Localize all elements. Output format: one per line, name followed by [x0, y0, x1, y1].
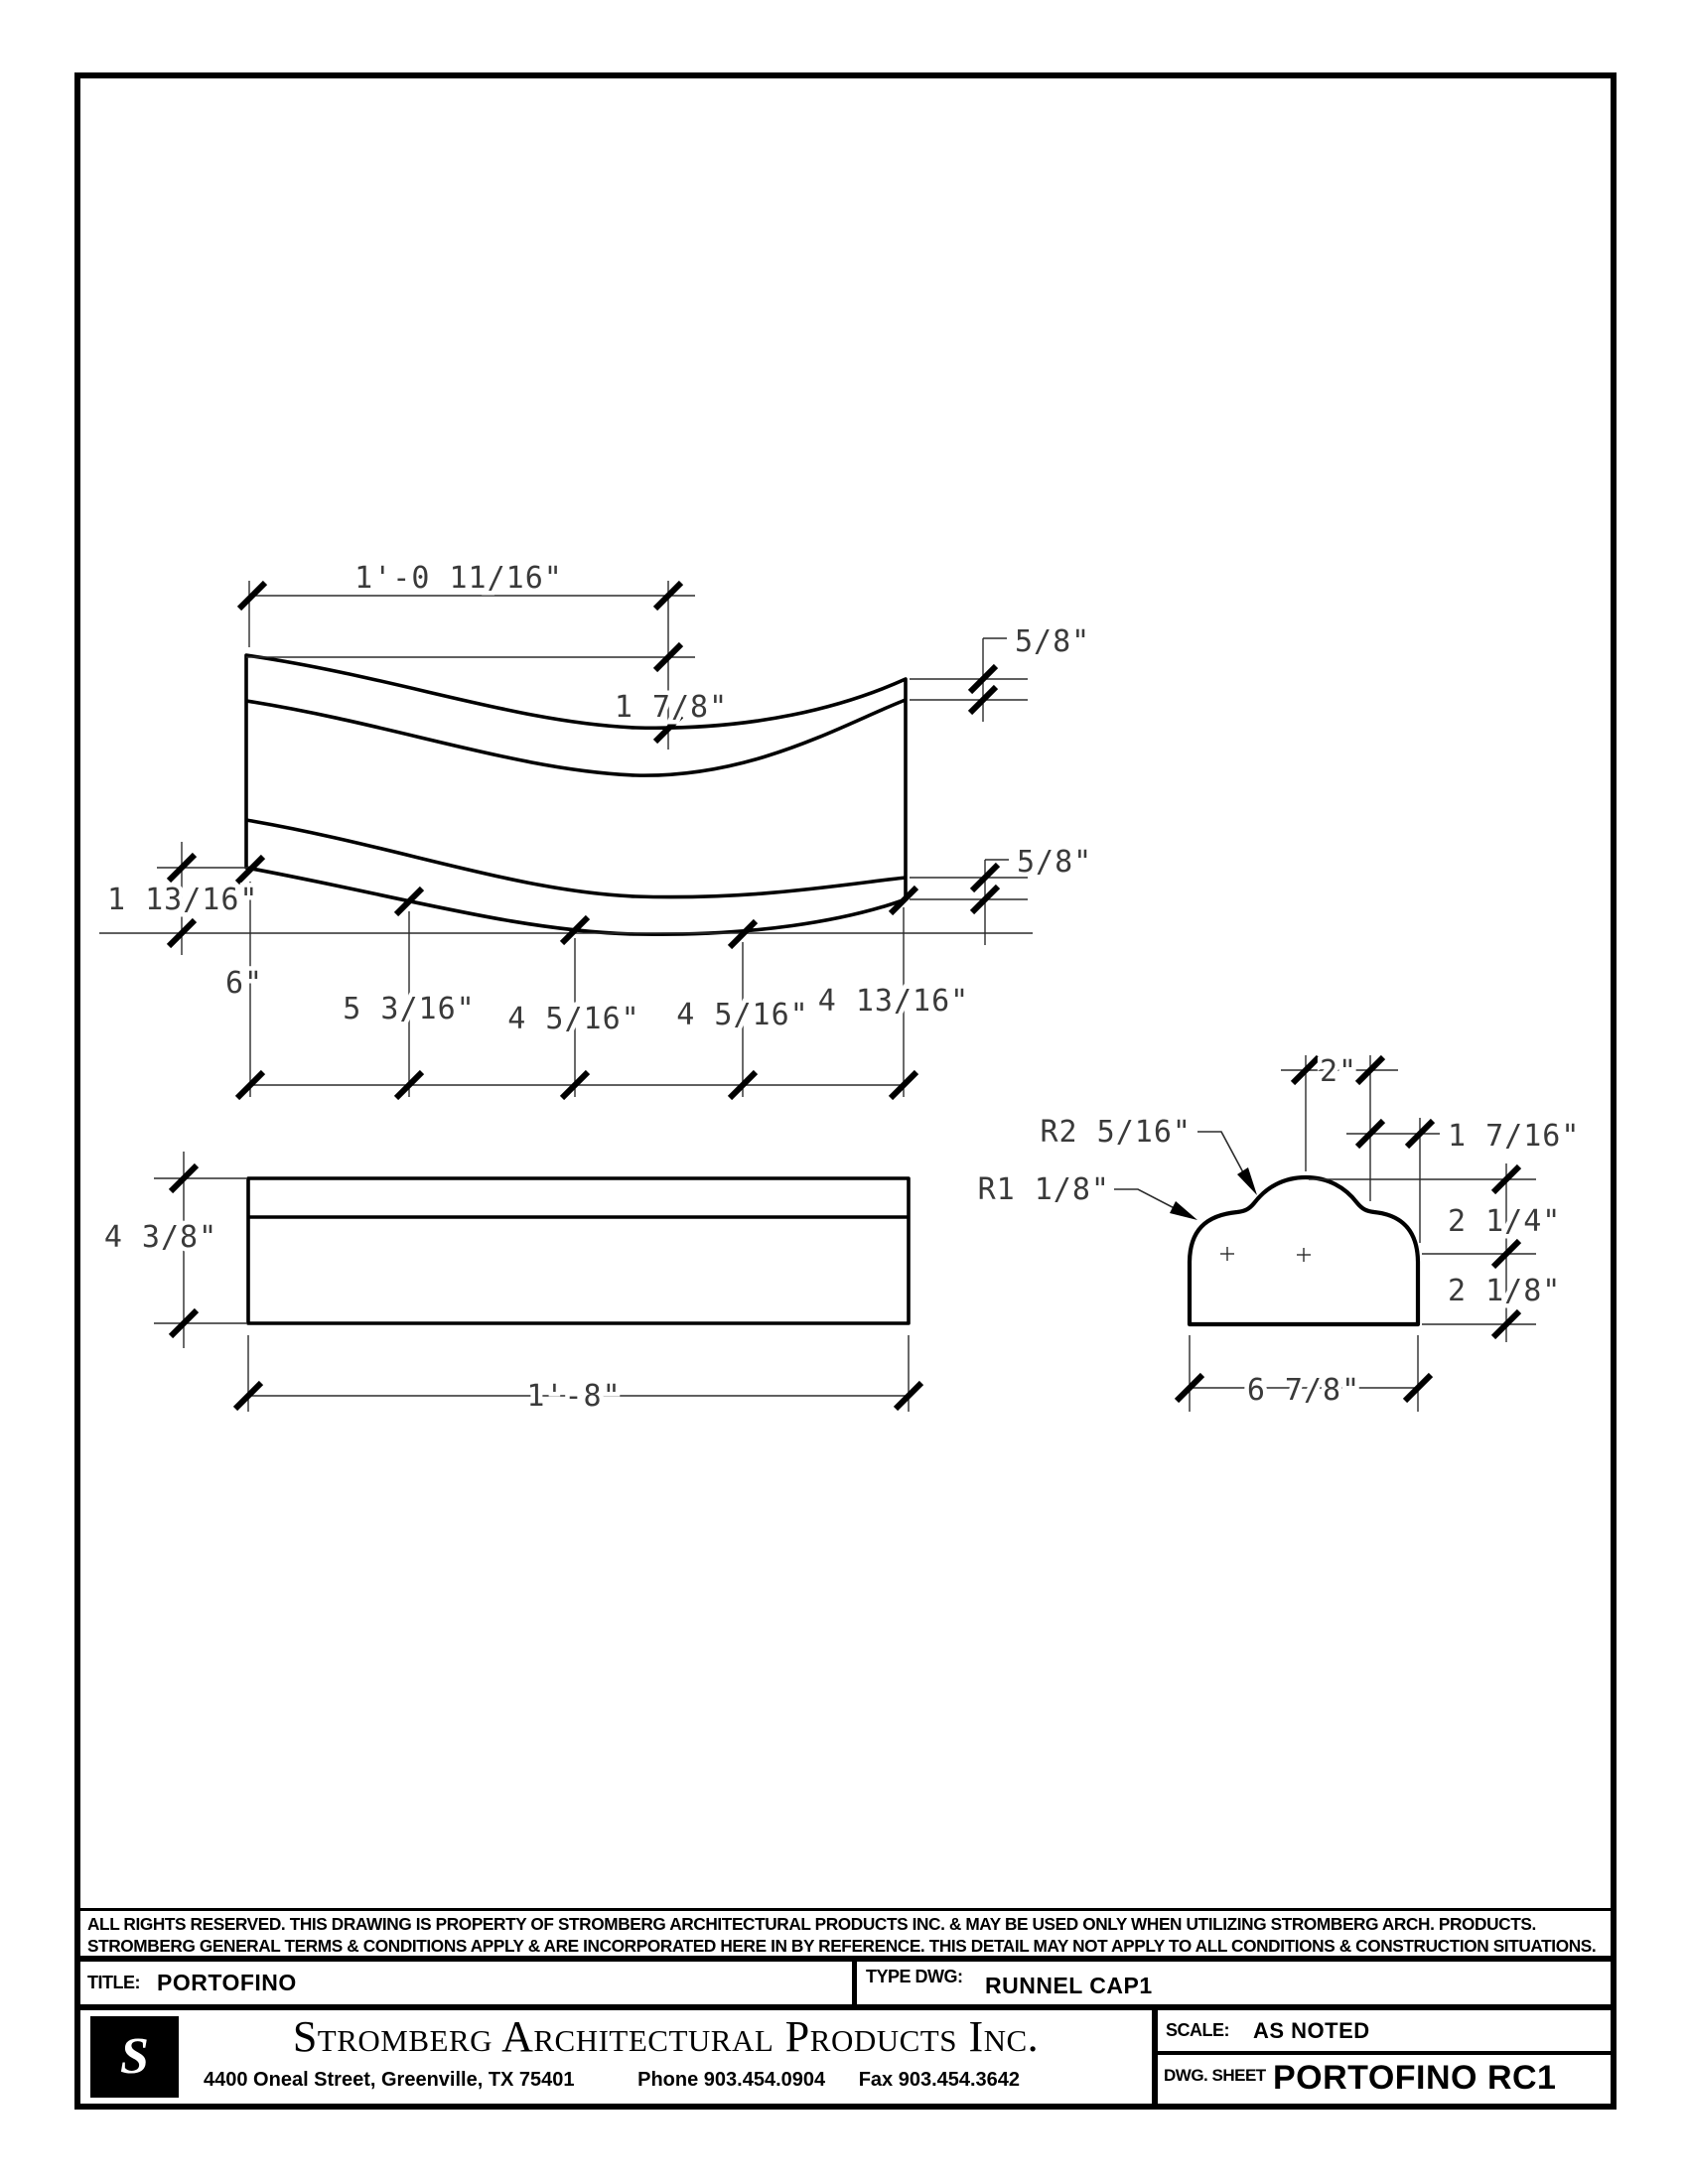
company-contact-row	[204, 2069, 1147, 2092]
arc-center-marks	[1220, 1247, 1311, 1262]
dim-section-upper: 2 1/4"	[1448, 1204, 1562, 1239]
main-row-divider	[1152, 2010, 1158, 2110]
company-address: 4400 Oneal Street, Greenville, TX 75401	[204, 2069, 575, 2091]
front-view-outline	[248, 1178, 909, 1323]
dim-radius-large: R2 5/16"	[1040, 1115, 1192, 1150]
legal-line-2: STROMBERG GENERAL TERMS & CONDITIONS APPLY & ARE INCORPORATED HERE IN BY REFERENCE. THIS DETAIL MAY NOT APPLY TO ALL CONDITIONS & CONSTRUCTION SITUATIONS.	[87, 1936, 1597, 1956]
scale-value: AS NOTED	[1253, 2018, 1370, 2043]
dwg-sheet-label: DWG. SHEET	[1164, 2066, 1266, 2085]
radius-large-arrowhead	[1237, 1167, 1257, 1195]
legal-line-1: ALL RIGHTS RESERVED. THIS DRAWING IS PROPERTY OF STROMBERG ARCHITECTURAL PRODUCTS INC. & MAY BE USED ONLY WHEN UTILIZING STROMBERG ARCH. PRODUCTS.	[87, 1914, 1536, 1934]
radius-small-arrowhead	[1170, 1201, 1197, 1220]
dim-seg-4: 4 5/16"	[676, 998, 809, 1032]
dim-front-height: 4 3/8"	[103, 1220, 218, 1255]
title-value: PORTOFINO	[157, 1970, 297, 1995]
company-phone: Phone 903.454.0904	[637, 2069, 826, 2091]
type-dwg-label: TYPE DWG:	[866, 1967, 963, 1986]
dim-front-width: 1'-8"	[526, 1379, 622, 1414]
dim-edge-top: 5/8"	[1015, 624, 1091, 659]
title-row-bottom-rule	[74, 2004, 1617, 2010]
section-view-drawing	[978, 1054, 1581, 1412]
dim-top-width: 1'-0 11/16"	[354, 561, 563, 596]
front-view-ticks	[171, 1165, 921, 1409]
company-name: Stromberg Architectural Products Inc.	[292, 2012, 1040, 2061]
dim-seg-5: 4 13/16"	[817, 984, 970, 1019]
dim-left-height: 1 13/16"	[107, 883, 259, 917]
dim-edge-bottom: 5/8"	[1017, 845, 1093, 880]
dim-radius-small: R1 1/8"	[977, 1172, 1110, 1207]
dim-seg-3: 4 5/16"	[507, 1002, 640, 1036]
title-label: TITLE:	[87, 1973, 140, 1992]
top-view-drawing	[99, 561, 1092, 1098]
dim-section-lower: 2 1/8"	[1448, 1274, 1562, 1308]
scale-sheet-divider	[1158, 2051, 1617, 2055]
legal-band-top-rule	[74, 1908, 1617, 1911]
dim-seg-2: 5 3/16"	[343, 992, 476, 1026]
dim-section-shoulder: 1 7/16"	[1448, 1119, 1581, 1154]
dim-seg-1: 6"	[224, 966, 264, 1001]
dwg-sheet-value: PORTOFINO RC1	[1273, 2059, 1557, 2097]
company-logo	[90, 2016, 179, 2098]
dim-section-width: 6 7/8"	[1246, 1373, 1361, 1408]
top-view-inner-curve-lower	[246, 820, 906, 897]
dim-top-dip: 1 7/8"	[614, 690, 729, 725]
logo-s-glyph: S	[120, 2028, 149, 2085]
title-row-divider	[852, 1962, 857, 2004]
dim-section-top-width: 2"	[1319, 1054, 1358, 1089]
type-dwg-value: RUNNEL CAP1	[985, 1973, 1153, 1998]
company-fax: Fax 903.454.3642	[858, 2069, 1021, 2091]
scale-label: SCALE:	[1166, 2020, 1229, 2040]
front-view-drawing	[104, 1152, 921, 1414]
